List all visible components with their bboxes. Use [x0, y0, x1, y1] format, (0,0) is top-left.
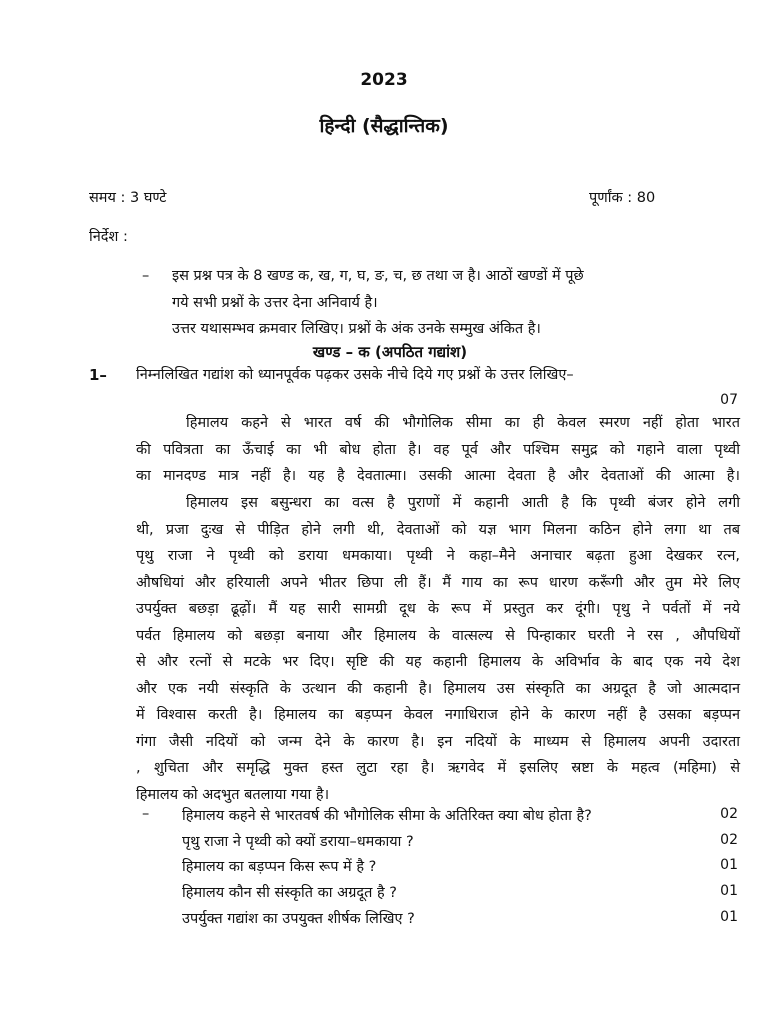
- passage-line: से और रत्नों से मटके भर दिए। सृष्टि की यह कहानी हिमालय के अविर्भाव के बाद एक नये देश: [136, 654, 740, 670]
- passage-line: औषधियां और हरियाली अपने भीतर छिपा ली हैं। मैं गाय का रूप धारण करूँगी और तुम मेरे लिए: [136, 574, 740, 591]
- passage-line: की पवित्रता का ऊँचाई का भी बोध होता है। वह पूर्व और पश्चिम समुद्र को गहाने वाला पृथ्वी: [136, 441, 740, 458]
- sub-question-marks: 01: [720, 857, 738, 873]
- exam-year: 2023: [360, 70, 408, 90]
- section-title: खण्ड – क (अपठित गद्यांश): [312, 343, 468, 361]
- sub-question-marks: 01: [720, 883, 738, 899]
- sub-question-marks: 02: [720, 832, 738, 848]
- total-marks: पूर्णांक : 80: [589, 190, 656, 206]
- instructions-label: निर्देश :: [89, 229, 128, 245]
- question-text: निम्नलिखित गद्यांश को ध्यानपूर्वक पढ़कर उसके नीचे दिये गए प्रश्नों के उत्तर लिखिए–: [136, 367, 574, 383]
- sub-question-dash: –: [142, 806, 150, 822]
- sub-question: हिमालय कहने से भारतवर्ष की भौगोलिक सीमा के अतिरिक्त क्या बोध होता है?: [182, 808, 592, 824]
- sub-question-marks: 02: [720, 806, 738, 822]
- question-number: 1–: [89, 366, 107, 384]
- passage-paragraph-1: [136, 410, 740, 490]
- passage-line: हिमालय इस बसुन्धरा का वत्स है पुराणों में कहानी आती है कि पृथ्वी बंजर होने लगी: [186, 495, 740, 511]
- passage-line: पर्वत हिमालय को बछड़ा बनाया और हिमालय के वात्सल्य से पिन्हाकार घरती ने रस , औपधियों: [136, 627, 740, 644]
- sub-question-marks: 01: [720, 909, 738, 925]
- instruction-line-1: इस प्रश्न पत्र के 8 खण्ड क, ख, ग, घ, ङ, च, छ तथा ज है। आठों खण्डों में पूछे: [172, 268, 584, 284]
- passage-line: और एक नयी संस्कृति के उत्थान की कहानी है। हिमालय उस संस्कृति का अग्रदूत है जो आत्मदान: [136, 680, 740, 697]
- time-allowed: समय : 3 घण्टे: [89, 190, 167, 206]
- instruction-dash: –: [142, 268, 150, 284]
- passage-line: हिमालय को अदभुत बतलाया गया है।: [136, 786, 330, 803]
- exam-subject-title: हिन्दी (सैद्धान्तिक): [319, 115, 449, 137]
- passage-line: , शुचिता और समृद्धि मुक्त हस्त लुटा रहा है। ऋगवेद में इसलिए स्रष्टा के महत्व (महिमा) से: [136, 760, 740, 776]
- sub-question: पृथु राजा ने पृथ्वी को क्यों डराया–धमकाया ?: [182, 834, 414, 850]
- passage-line: हिमालय कहने से भारत वर्ष की भौगोलिक सीमा का ही केवल स्मरण नहीं होता भारत: [186, 415, 740, 431]
- passage-line: गंगा जैसी नदियों को जन्म देने के कारण है। इन नदियों के माध्यम से हिमालय अपनी उदारता: [136, 733, 740, 750]
- instruction-line-3: उत्तर यथासम्भव क्रमवार लिखिए। प्रश्नों के अंक उनके सम्मुख अंकित है।: [172, 321, 541, 337]
- passage-line: थी, प्रजा दुःख से पीड़ित होने लगी थी, देवताओं को यज्ञ भाग मिलना कठिन होने लगा था तब: [136, 521, 740, 538]
- passage-paragraph-2: [136, 490, 740, 808]
- passage-line: में विश्वास करती है। हिमालय का बड़प्पन केवल नगाधिराज होने के कारण नहीं है उसका बड़प्पन: [136, 707, 740, 723]
- sub-question: हिमालय कौन सी संस्कृति का अग्रदूत है ?: [182, 885, 397, 901]
- passage-line: पृथु राजा ने पृथ्वी को डराया धमकाया। पृथ्वी ने कहा–मैने अनाचार बढ़ता हुआ देखकर रत्न,: [136, 548, 740, 564]
- question-marks: 07: [720, 392, 738, 408]
- instruction-line-2: गये सभी प्रश्नों के उत्तर देना अनिवार्य है।: [172, 295, 378, 311]
- sub-question: हिमालय का बड़प्पन किस रूप में है ?: [182, 859, 377, 875]
- sub-question: उपर्युक्त गद्यांश का उपयुक्त शीर्षक लिखिए ?: [182, 911, 415, 927]
- passage-line: उपर्युक्त बछड़ा ढूढ़ों। मैं यह सारी सामग्री दूध के रूप में प्रस्तुत कर दूंगी। पृथु ने पर्वतों में नये: [136, 601, 740, 617]
- passage-line: का मानदण्ड मात्र नहीं है। यह है देवतात्मा। उसकी आत्मा देवता है और देवताओं की आत्मा है।: [136, 468, 740, 484]
